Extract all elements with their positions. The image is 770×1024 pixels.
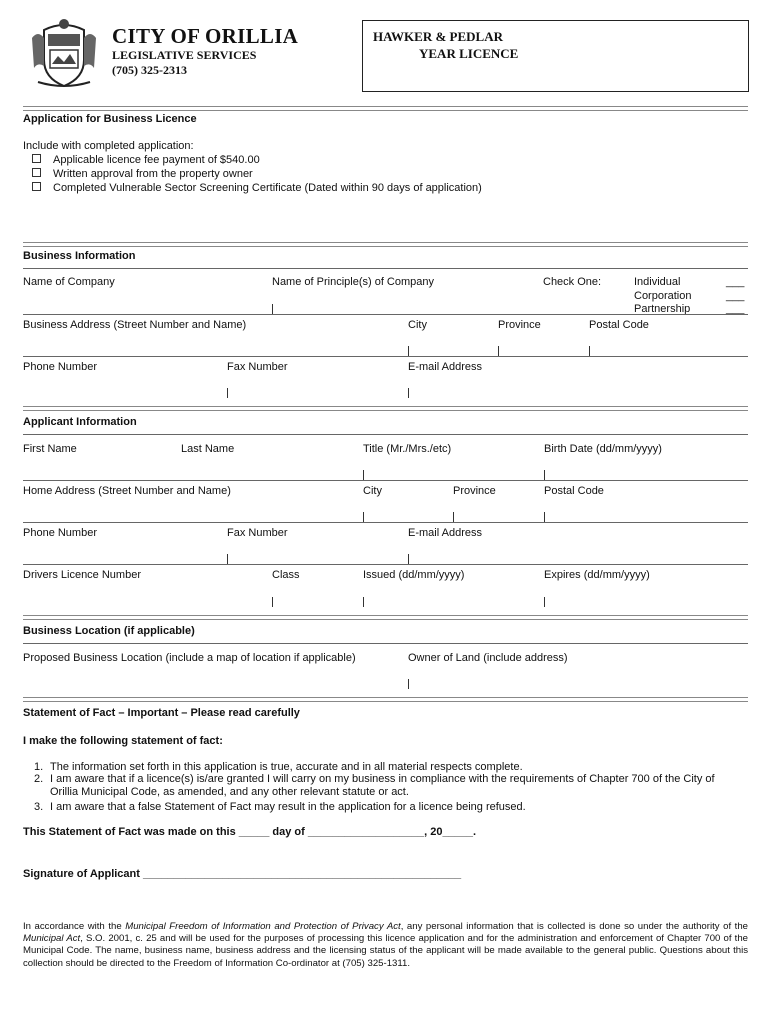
licence-type-box xyxy=(362,20,749,92)
applicant-email-label[interactable]: E-mail Address xyxy=(408,527,482,539)
option-partnership-blank[interactable]: ___ xyxy=(726,303,745,315)
field-separator xyxy=(227,388,228,398)
field-separator xyxy=(408,679,409,689)
field-separator xyxy=(498,346,499,356)
field-separator xyxy=(363,470,364,480)
checkbox-icon[interactable] xyxy=(32,168,41,177)
business-province-label[interactable]: Province xyxy=(498,319,541,331)
issued-date-label[interactable]: Issued (dd/mm/yyyy) xyxy=(363,569,465,581)
field-separator xyxy=(408,388,409,398)
row-divider xyxy=(23,314,748,315)
expires-date-label[interactable]: Expires (dd/mm/yyyy) xyxy=(544,569,650,581)
divider xyxy=(23,697,748,702)
row-divider xyxy=(23,643,748,644)
birth-date-label[interactable]: Birth Date (dd/mm/yyyy) xyxy=(544,443,662,455)
divider xyxy=(23,242,748,247)
business-city-label[interactable]: City xyxy=(408,319,427,331)
first-name-label[interactable]: First Name xyxy=(23,443,77,455)
field-separator xyxy=(544,597,545,607)
option-corporation-blank[interactable]: ___ xyxy=(726,290,745,302)
row-divider xyxy=(23,434,748,435)
business-fax-label[interactable]: Fax Number xyxy=(227,361,288,373)
licence-type-line1: HAWKER & PEDLAR xyxy=(373,29,504,44)
company-name-label[interactable]: Name of Company xyxy=(23,276,115,288)
field-separator xyxy=(589,346,590,356)
checklist-item: Completed Vulnerable Sector Screening Certificate (Dated within 90 days of application) xyxy=(32,182,482,194)
field-separator xyxy=(363,512,364,522)
option-individual-blank[interactable]: ___ xyxy=(726,276,745,288)
row-divider xyxy=(23,480,748,481)
field-separator xyxy=(544,512,545,522)
principals-label[interactable]: Name of Principle(s) of Company xyxy=(272,276,435,288)
privacy-notice: In accordance with the Municipal Freedom of Information and Protection of Privacy Act, any personal information that is collected is done so under the authority of the Municipal Act, S.O. 2001, c. 25 and will be used for the purposes of processing this licence application and for the administration and enforcement of Chapter 700 of the Municipal Code. The name, business name, business address and the licensing status of the applicant will be made available to the general public. Questions about this collection should be directed to the Freedom of Information Co-ordinator at (705) 325-1311. xyxy=(23,921,748,969)
field-separator xyxy=(408,554,409,564)
field-separator xyxy=(408,346,409,356)
home-province-label[interactable]: Province xyxy=(453,485,496,497)
city-crest-logo xyxy=(30,16,98,90)
drivers-licence-label[interactable]: Drivers Licence Number xyxy=(23,569,141,581)
applicant-phone-label[interactable]: Phone Number xyxy=(23,527,97,539)
city-name: CITY OF ORILLIA xyxy=(112,24,299,48)
business-address-label[interactable]: Business Address (Street Number and Name) xyxy=(23,319,247,331)
statement-item: 2. I am aware that if a licence(s) is/are granted I will carry on my business in compliance with the requirements of Chapter 700 of the City of xyxy=(34,773,715,785)
field-separator xyxy=(544,470,545,480)
field-separator xyxy=(272,597,273,607)
divider xyxy=(23,106,748,111)
statement-item: 1. The information set forth in this application is true, accurate and in all material respects complete. xyxy=(34,761,523,773)
field-separator xyxy=(272,304,273,314)
check-one-label: Check One: xyxy=(543,276,602,288)
statement-item: 3. I am aware that a false Statement of Fact may result in the application for a licence being refused. xyxy=(34,801,526,813)
statement-intro: I make the following statement of fact: xyxy=(23,735,223,747)
row-divider xyxy=(23,356,748,357)
business-phone-label[interactable]: Phone Number xyxy=(23,361,97,373)
business-info-title: Business Information xyxy=(23,250,136,262)
home-city-label[interactable]: City xyxy=(363,485,382,497)
row-divider xyxy=(23,268,748,269)
field-separator xyxy=(453,512,454,522)
home-postal-label[interactable]: Postal Code xyxy=(544,485,604,497)
department-name: LEGISLATIVE SERVICES xyxy=(112,48,257,62)
statement-title: Statement of Fact – Important – Please read carefully xyxy=(23,707,300,719)
licence-type-line2: YEAR LICENCE xyxy=(419,46,519,61)
divider xyxy=(23,615,748,620)
land-owner-label[interactable]: Owner of Land (include address) xyxy=(408,652,568,664)
statement-date-line[interactable]: This Statement of Fact was made on this _____ day of ___________________, 20_____. xyxy=(23,826,477,838)
option-individual[interactable]: Individual xyxy=(634,276,681,288)
checklist-item: Applicable licence fee payment of $540.00 xyxy=(32,154,260,166)
option-partnership[interactable]: Partnership xyxy=(634,303,691,315)
application-section-title: Application for Business Licence xyxy=(23,113,197,125)
row-divider xyxy=(23,522,748,523)
signature-line[interactable]: Signature of Applicant ____________________________________________________ xyxy=(23,868,462,880)
home-address-label[interactable]: Home Address (Street Number and Name) xyxy=(23,485,231,497)
department-phone: (705) 325-2313 xyxy=(112,63,187,77)
business-location-title: Business Location (if applicable) xyxy=(23,625,195,637)
row-divider xyxy=(23,564,748,565)
licence-class-label[interactable]: Class xyxy=(272,569,300,581)
business-email-label[interactable]: E-mail Address xyxy=(408,361,482,373)
field-separator xyxy=(227,554,228,564)
proposed-location-label[interactable]: Proposed Business Location (include a map of location if applicable) xyxy=(23,652,356,664)
statement-item: Orillia Municipal Code, as amended, and any other relevant statute or act. xyxy=(50,786,409,798)
business-postal-label[interactable]: Postal Code xyxy=(589,319,649,331)
title-label[interactable]: Title (Mr./Mrs./etc) xyxy=(363,443,452,455)
last-name-label[interactable]: Last Name xyxy=(181,443,235,455)
field-separator xyxy=(363,597,364,607)
divider xyxy=(23,406,748,411)
include-label: Include with completed application: xyxy=(23,140,194,152)
checkbox-icon[interactable] xyxy=(32,154,41,163)
checklist-item: Written approval from the property owner xyxy=(32,168,253,180)
option-corporation[interactable]: Corporation xyxy=(634,290,692,302)
applicant-info-title: Applicant Information xyxy=(23,416,137,428)
checkbox-icon[interactable] xyxy=(32,182,41,191)
applicant-fax-label[interactable]: Fax Number xyxy=(227,527,288,539)
